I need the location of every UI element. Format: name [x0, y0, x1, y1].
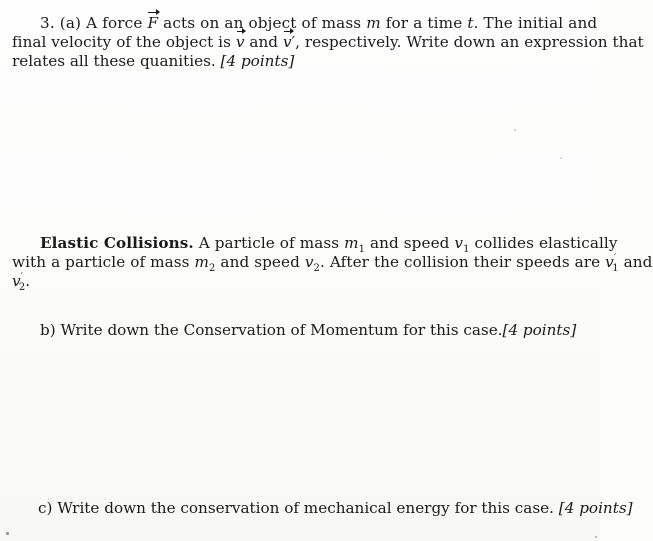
scan-speck	[6, 532, 9, 535]
subscript: 2	[209, 263, 216, 275]
subscript: 2	[18, 282, 26, 294]
text-fragment: and	[244, 33, 283, 51]
time-symbol: t	[467, 14, 474, 32]
question-c	[38, 499, 633, 518]
text-fragment: and speed	[365, 234, 455, 252]
scan-speck	[595, 536, 597, 538]
section-heading: Elastic Collisions.	[40, 234, 194, 252]
initial-velocity-symbol: v	[235, 33, 245, 51]
question-number: 3. (a) A force	[40, 14, 148, 32]
points-label: [4 points]	[502, 321, 577, 339]
subscript: 1	[463, 244, 470, 256]
scan-speck	[560, 157, 562, 159]
subscript: 1	[358, 244, 366, 256]
scan-speck	[514, 129, 516, 131]
speed-2-symbol: v	[304, 253, 314, 271]
final-speed-1-symbol: v	[605, 253, 614, 271]
text-fragment: acts on an object of mass	[158, 14, 367, 32]
prime-mark: ′	[20, 271, 23, 283]
text-fragment: for a time	[380, 14, 468, 32]
text-fragment: . After the collision their speeds are	[320, 253, 606, 271]
points-label: [4 points]	[220, 52, 295, 70]
text-fragment: A particle of mass	[193, 234, 345, 252]
question-text: c) Write down the conservation of mechanical energy for this case.	[38, 499, 559, 517]
mass-1-symbol: m	[344, 234, 359, 252]
elastic-line-1	[12, 234, 618, 256]
final-speed-2-symbol: v	[12, 272, 21, 290]
subscript: 2	[313, 263, 320, 275]
points-label: [4 points]	[558, 499, 633, 517]
text-fragment: with a particle of mass	[12, 253, 195, 271]
question-3a-line-2	[12, 33, 644, 52]
elastic-line-3	[12, 271, 584, 294]
text-fragment: . The initial and	[473, 14, 598, 32]
question-3a-line-1	[12, 14, 598, 33]
question-c-line	[38, 499, 633, 518]
subscript: 1	[612, 263, 619, 275]
question-b	[40, 321, 580, 340]
elastic-line-2	[12, 252, 653, 275]
prime-mark: ′	[613, 252, 617, 264]
text-fragment: .	[25, 272, 31, 290]
mass-2-symbol: m	[194, 253, 210, 271]
prime-mark: ′	[291, 33, 296, 51]
mass-symbol: m	[366, 14, 381, 32]
text-fragment: and	[618, 253, 653, 271]
text-fragment: relates all these quanities.	[12, 52, 221, 70]
question-text: b) Write down the Conservation of Momentum for this case.	[40, 321, 503, 339]
speed-1-symbol: v	[454, 234, 464, 252]
text-fragment: final velocity of the object is	[12, 33, 236, 51]
force-vector-symbol: F	[147, 14, 159, 32]
elastic-collisions-intro	[12, 234, 653, 294]
final-velocity-symbol: v	[282, 33, 292, 51]
question-3a-line-3	[12, 52, 584, 71]
text-fragment: , respectively. Write down an expression that	[295, 33, 644, 51]
question-3a	[12, 14, 644, 71]
question-b-line	[40, 321, 580, 340]
text-fragment: and speed	[215, 253, 305, 271]
text-fragment: collides elastically	[469, 234, 618, 252]
